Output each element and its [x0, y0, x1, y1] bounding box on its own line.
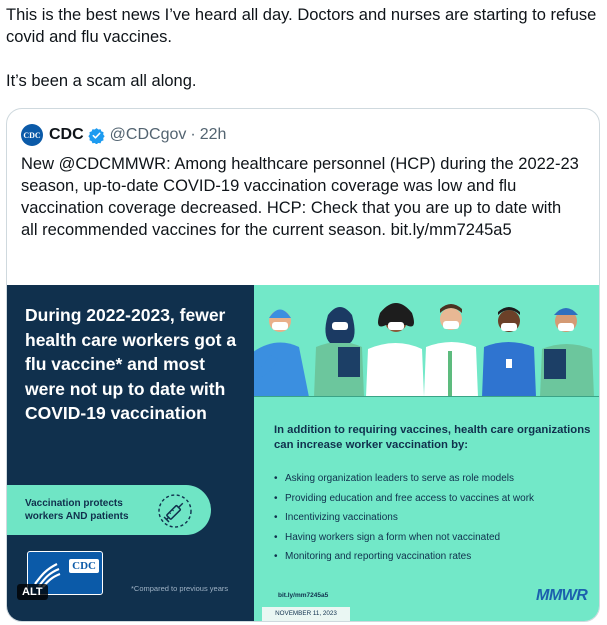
worker-figure-6 — [540, 308, 594, 397]
worker-figure-4 — [424, 304, 478, 397]
strategy-list — [274, 469, 592, 567]
cdc-logo-text: CDC — [69, 559, 99, 573]
quoted-tweet-text: New @CDCMMWR: Among healthcare personnel (HCP) during the 2022-23 season, up-to-date COVID-19 vaccination coverage was low and flu vaccination coverage decreased. HCP: Check that you are up to date with all recommended vaccines for the current season. bit.ly/mm7245a5 — [21, 155, 579, 239]
worker-figure-1 — [254, 310, 309, 398]
section-divider — [254, 396, 599, 397]
worker-figure-5 — [482, 307, 536, 397]
tweet-text-line: It’s been a scam all along. — [6, 72, 197, 90]
infographic-lead-text: In addition to requiring vaccines, health care organizations can increase worker vaccination by: — [274, 424, 591, 451]
infographic-image[interactable] — [7, 285, 599, 621]
publication-date: NOVEMBER 11, 2023 — [262, 607, 350, 621]
worker-figure-2 — [314, 307, 364, 397]
list-item: • Monitoring and reporting vaccination rates — [274, 547, 592, 567]
health-care-workers-illustration — [254, 285, 599, 397]
list-item: • Incentivizing vaccinations — [274, 508, 592, 528]
author-handle[interactable]: @CDCgov — [109, 126, 187, 143]
infographic-headline: During 2022-2023, fewer health care workers got a flu vaccine* and most were not up to date with COVID-19 vaccination — [25, 305, 237, 423]
infographic-link: bit.ly/mm7245a5 — [278, 592, 329, 599]
list-item: • Having workers sign a form when not vaccinated — [274, 528, 592, 548]
infographic-right-panel — [254, 285, 599, 621]
avatar[interactable]: CDC — [21, 124, 43, 146]
quoted-tweet-header — [21, 123, 226, 147]
footnote: *Compared to previous years — [131, 584, 229, 593]
timestamp[interactable]: 22h — [199, 126, 227, 143]
list-item: • Asking organization leaders to serve as role models — [274, 469, 592, 489]
separator-dot: · — [190, 126, 196, 143]
tweet-text-line: This is the best news I’ve heard all day. Doctors and nurses are starting to refuse covid and flu vaccines. — [6, 6, 597, 46]
infographic-left-panel — [7, 285, 254, 621]
syringe-icon — [157, 493, 193, 529]
pill-text: Vaccination protects workers AND patients — [25, 498, 129, 522]
list-item: • Providing education and free access to vaccines at work — [274, 489, 592, 509]
tweet-text — [6, 4, 601, 92]
vaccination-protects-pill — [7, 485, 211, 535]
verified-badge-icon — [88, 127, 105, 144]
quoted-tweet[interactable] — [6, 108, 600, 622]
mmwr-logo: MMWR — [536, 587, 588, 604]
alt-text-badge[interactable]: ALT — [17, 584, 48, 600]
author-name[interactable]: CDC — [49, 126, 84, 143]
worker-figure-3 — [366, 303, 424, 397]
